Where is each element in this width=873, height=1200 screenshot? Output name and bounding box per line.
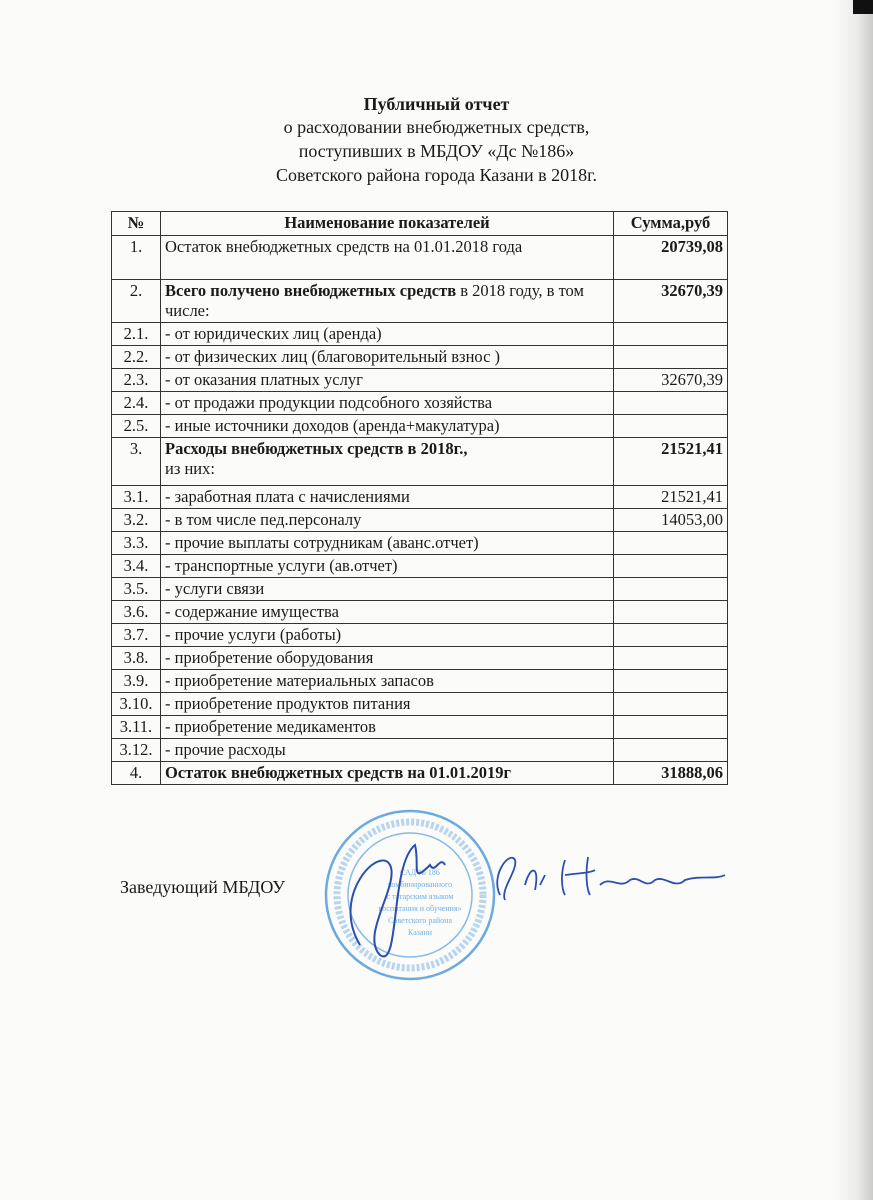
row-name — [161, 369, 614, 392]
table-row — [112, 415, 728, 438]
row-name — [161, 532, 614, 555]
row-sum: 31888,06 — [614, 762, 728, 785]
row-name — [161, 280, 614, 323]
row-num: 3.3. — [112, 532, 161, 555]
row-num: 3.12. — [112, 739, 161, 762]
table-row — [112, 555, 728, 578]
row-name — [161, 762, 614, 785]
signatory-label: Заведующий МБДОУ — [120, 877, 286, 897]
row-name — [161, 392, 614, 415]
row-name-text: - приобретение материальных запасов — [165, 671, 434, 690]
row-sum — [614, 601, 728, 624]
table-row — [112, 532, 728, 555]
row-sum — [614, 555, 728, 578]
row-name — [161, 555, 614, 578]
row-num: 3.7. — [112, 624, 161, 647]
table-row — [112, 438, 728, 486]
row-sum — [614, 346, 728, 369]
row-name — [161, 509, 614, 532]
row-name — [161, 346, 614, 369]
row-name-bold: Расходы внебюджетных средств в 2018г., — [165, 439, 468, 458]
row-num: 3.4. — [112, 555, 161, 578]
table-row — [112, 346, 728, 369]
report-table — [111, 211, 728, 785]
table-row — [112, 670, 728, 693]
row-num: 3.5. — [112, 578, 161, 601]
row-name-text: - прочие расходы — [165, 740, 286, 759]
row-name-text: в 2018 году, в том числе: — [165, 281, 584, 320]
row-name — [161, 716, 614, 739]
table-header — [112, 212, 728, 236]
row-name-text: - от юридических лиц (аренда) — [165, 324, 382, 343]
table-row — [112, 486, 728, 509]
table-row — [112, 509, 728, 532]
row-name — [161, 415, 614, 438]
row-num: 3. — [112, 438, 161, 486]
row-sum — [614, 693, 728, 716]
row-name-text: - от физических лиц (благоворительный взнос ) — [165, 347, 501, 366]
row-num: 3.2. — [112, 509, 161, 532]
row-sum — [614, 578, 728, 601]
table-row — [112, 578, 728, 601]
row-name — [161, 578, 614, 601]
row-name-text: - приобретение продуктов питания — [165, 694, 411, 713]
row-name-text: - заработная плата с начислениями — [165, 487, 410, 506]
row-num: 2.4. — [112, 392, 161, 415]
table-row — [112, 739, 728, 762]
row-sum — [614, 670, 728, 693]
row-num: 3.11. — [112, 716, 161, 739]
row-name-text: из них: — [165, 459, 215, 478]
row-name-text: - содержание имущества — [165, 602, 339, 621]
doc-subtitle-1: о расходовании внебюджетных средств, — [283, 117, 590, 137]
table-row — [112, 647, 728, 670]
row-num: 2.2. — [112, 346, 161, 369]
row-sum: 21521,41 — [614, 438, 728, 486]
row-sum — [614, 392, 728, 415]
doc-subtitle-3: Советского района города Казани в 2018г. — [275, 165, 597, 185]
row-name — [161, 601, 614, 624]
svg-text:воспитания и обучения»: воспитания и обучения» — [378, 904, 462, 913]
row-name-text: - транспортные услуги (ав.отчет) — [165, 556, 398, 575]
row-name — [161, 670, 614, 693]
row-sum — [614, 323, 728, 346]
scan-corner-mark — [853, 0, 873, 14]
row-name — [161, 236, 614, 280]
row-name — [161, 486, 614, 509]
row-num: 3.8. — [112, 647, 161, 670]
svg-text:САД № 186: САД № 186 — [400, 868, 440, 877]
row-num: 3.6. — [112, 601, 161, 624]
row-sum — [614, 716, 728, 739]
row-num: 3.1. — [112, 486, 161, 509]
table-row — [112, 323, 728, 346]
svg-text:комбинированного: комбинированного — [387, 880, 453, 889]
svg-text:с татарским языком: с татарским языком — [386, 892, 454, 901]
row-sum — [614, 415, 728, 438]
row-name — [161, 739, 614, 762]
table-row — [112, 236, 728, 280]
row-name-text: - приобретение оборудования — [165, 648, 374, 667]
row-name — [161, 438, 614, 486]
table-row — [112, 369, 728, 392]
row-sum: 32670,39 — [614, 280, 728, 323]
row-name-text: - услуги связи — [165, 579, 265, 598]
row-sum — [614, 647, 728, 670]
row-name-text: - иные источники доходов (аренда+макулатура) — [165, 416, 500, 435]
row-name — [161, 693, 614, 716]
row-sum — [614, 532, 728, 555]
doc-subtitle-2: поступивших в МБДОУ «Дс №186» — [298, 141, 575, 161]
row-num: 3.10. — [112, 693, 161, 716]
row-sum: 21521,41 — [614, 486, 728, 509]
row-num: 3.9. — [112, 670, 161, 693]
handwritten-signature — [470, 845, 730, 905]
row-name-text: - приобретение медикаментов — [165, 717, 376, 736]
row-num: 2.3. — [112, 369, 161, 392]
row-sum — [614, 624, 728, 647]
header-name: Наименование показателей — [161, 212, 614, 236]
header-num: № — [112, 212, 161, 236]
row-num: 2.1. — [112, 323, 161, 346]
table-row — [112, 392, 728, 415]
row-num: 2.5. — [112, 415, 161, 438]
row-num: 1. — [112, 236, 161, 280]
row-name — [161, 624, 614, 647]
table-row — [112, 693, 728, 716]
row-name-text: - прочие выплаты сотрудникам (аванс.отчет) — [165, 533, 479, 552]
row-name-text: Остаток внебюджетных средств на 01.01.2018 года — [165, 237, 523, 256]
row-name — [161, 323, 614, 346]
row-sum: 20739,08 — [614, 236, 728, 280]
doc-title: Публичный отчет — [363, 94, 510, 114]
svg-text:Казани: Казани — [407, 928, 433, 937]
svg-text:Советского района: Советского района — [388, 916, 452, 925]
row-name-text: - прочие услуги (работы) — [165, 625, 342, 644]
table-row — [112, 762, 728, 785]
table-row — [112, 601, 728, 624]
row-name-text: - в том числе пед.персоналу — [165, 510, 362, 529]
row-name-text: - от оказания платных услуг — [165, 370, 363, 389]
table-row — [112, 716, 728, 739]
row-num: 2. — [112, 280, 161, 323]
row-sum — [614, 739, 728, 762]
row-name-bold: Всего получено внебюджетных средств — [165, 281, 457, 300]
table-row — [112, 624, 728, 647]
row-sum: 32670,39 — [614, 369, 728, 392]
row-name — [161, 647, 614, 670]
header-sum: Сумма,руб — [614, 212, 728, 236]
row-sum: 14053,00 — [614, 509, 728, 532]
row-name-text: Остаток внебюджетных средств на 01.01.2019г — [165, 763, 512, 782]
row-num: 4. — [112, 762, 161, 785]
table-row — [112, 280, 728, 323]
row-name-text: - от продажи продукции подсобного хозяйства — [165, 393, 493, 412]
